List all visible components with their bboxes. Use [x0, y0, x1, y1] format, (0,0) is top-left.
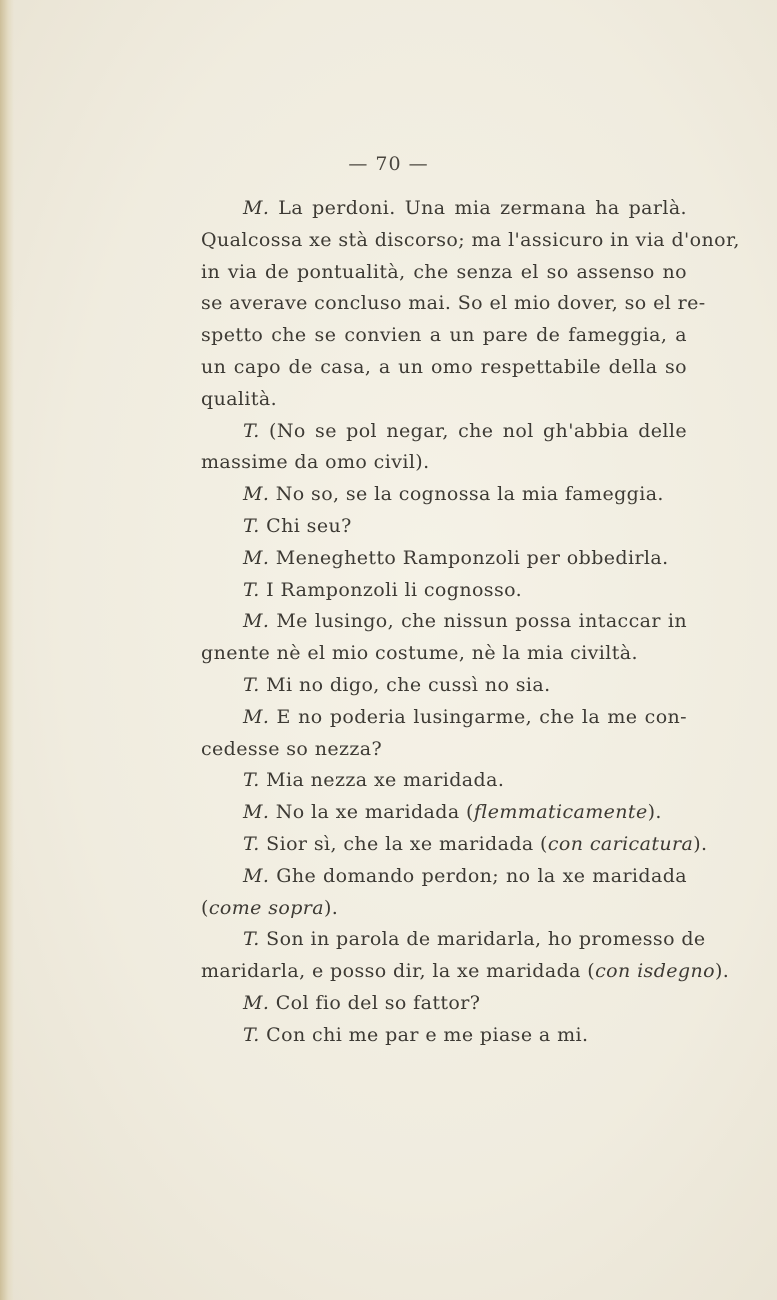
text-line [201, 257, 687, 289]
text-line [201, 288, 706, 320]
line-text-end: ). [323, 896, 339, 919]
line-text: se averave concluso mai. So el mio dover, so el re- [201, 292, 706, 315]
page-number: — 70 — [348, 153, 429, 175]
text-line [201, 956, 730, 988]
speaker-initial: M. [243, 197, 270, 219]
text-line [201, 829, 708, 861]
line-text: Mi no digo, che cussì no sia. [259, 673, 551, 696]
text-line [201, 1020, 687, 1052]
speaker-initial: M. [243, 705, 270, 728]
text-line [201, 225, 740, 257]
line-text: cedesse so nezza? [201, 737, 383, 760]
text-line [201, 416, 687, 448]
text-line [201, 638, 687, 670]
line-text: (No se pol negar, che nol gh'abbia delle [259, 419, 687, 442]
line-text: No so, se la cognossa la mia fameggia. [269, 483, 664, 506]
line-text: massime da omo civil). [201, 451, 430, 474]
text-line [201, 575, 687, 607]
text-line [201, 384, 687, 416]
text-line [201, 447, 687, 479]
speaker-initial: M. [243, 864, 270, 887]
text-line [201, 893, 687, 925]
line-text-end: ). [714, 960, 730, 983]
line-text-end: ). [693, 832, 708, 855]
speaker-initial: M. [243, 546, 270, 569]
speaker-initial: T. [243, 578, 260, 601]
line-text: Qualcossa xe stà discorso; ma l'assicuro in via d'onor, [201, 228, 740, 251]
speaker-initial: M. [243, 801, 270, 824]
text-line [201, 543, 687, 575]
line-text: ( [201, 896, 209, 919]
line-text: Mia nezza xe maridada. [259, 769, 505, 792]
line-text: La perdoni. Una mia zermana ha parlà. [269, 197, 687, 219]
speaker-initial: T. [243, 1023, 260, 1046]
text-line [201, 670, 687, 702]
speaker-initial: T. [243, 928, 260, 951]
line-text: Con chi me par e me piase a mi. [259, 1023, 589, 1046]
speaker-initial: M. [243, 483, 270, 506]
line-text: Me lusingo, che nissun possa intaccar in [269, 610, 687, 633]
dialogue-text-block [201, 193, 740, 1052]
line-text: maridarla, e posso dir, la xe maridada ( [201, 960, 596, 983]
text-line [201, 606, 687, 638]
line-text: Son in parola de maridarla, ho promesso de [259, 928, 706, 951]
text-line [201, 924, 706, 956]
stage-direction: come sopra [208, 896, 324, 919]
line-text: in via de pontualità, che senza el so assenso no [201, 260, 687, 283]
line-text: Chi seu? [259, 514, 352, 537]
text-line [201, 320, 687, 352]
stage-direction: con caricatura [547, 832, 694, 855]
text-line [201, 511, 687, 543]
speaker-initial: T. [243, 514, 260, 537]
line-text: No la xe maridada ( [269, 801, 474, 824]
line-text: un capo de casa, a un omo respettabile della so [201, 355, 687, 378]
speaker-initial: M. [243, 991, 270, 1014]
text-line [201, 193, 687, 225]
stage-direction: con isdegno [595, 960, 715, 983]
text-line [201, 702, 687, 734]
text-line [201, 479, 687, 511]
text-line [201, 765, 687, 797]
line-text: Sior sì, che la xe maridada ( [259, 832, 548, 855]
page-binding-edge [0, 0, 14, 1300]
text-line [201, 352, 687, 384]
text-line [201, 861, 687, 893]
line-text: Ghe domando perdon; no la xe maridada [269, 864, 687, 887]
speaker-initial: T. [243, 419, 260, 442]
line-text: Col fio del so fattor? [269, 991, 481, 1014]
line-text: E no poderia lusingarme, che la me con- [269, 705, 687, 728]
line-text: qualità. [201, 387, 278, 410]
line-text-end: ). [647, 801, 662, 824]
text-line [201, 734, 687, 766]
line-text: I Ramponzoli li cognosso. [259, 578, 523, 601]
speaker-initial: M. [243, 610, 270, 633]
stage-direction: flemmaticamente [473, 801, 648, 824]
speaker-initial: T. [243, 832, 260, 855]
text-line [201, 797, 687, 829]
speaker-initial: T. [243, 673, 260, 696]
line-text: Meneghetto Ramponzoli per obbedirla. [269, 546, 669, 569]
text-line [201, 988, 687, 1020]
line-text: gnente nè el mio costume, nè la mia civiltà. [201, 642, 638, 665]
line-text: spetto che se convien a un pare de fameggia, a [201, 324, 687, 347]
speaker-initial: T. [243, 769, 260, 792]
